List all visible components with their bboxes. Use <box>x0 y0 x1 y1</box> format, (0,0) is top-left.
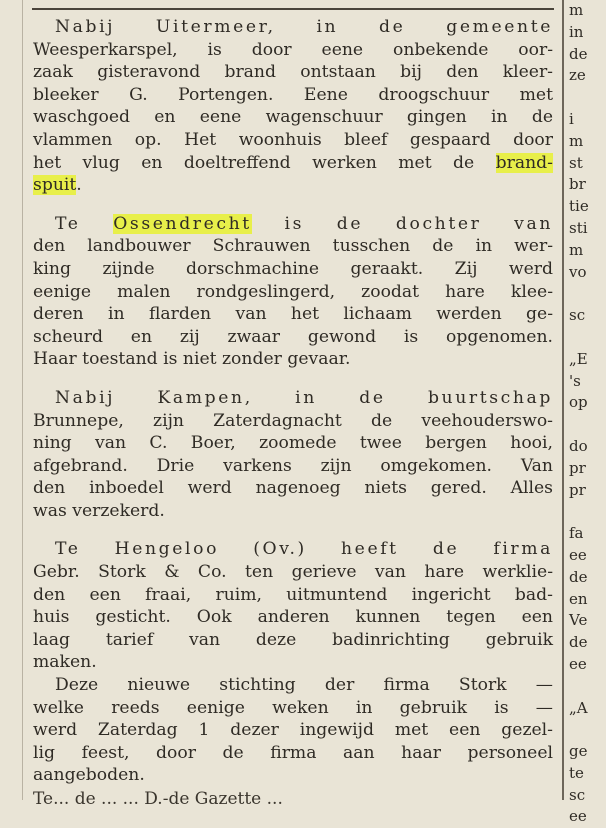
cut-off-line <box>33 786 553 809</box>
line-text: Brunnepe, zijn Zaterdagnacht de veehouderswo- <box>33 410 553 431</box>
fragment-text: pr <box>569 480 586 499</box>
article-line <box>33 326 553 349</box>
fragment-text: st <box>569 153 583 172</box>
line-text: maken. <box>33 652 97 673</box>
fragment-text: „A <box>569 698 588 717</box>
fragment-text: ee <box>569 545 587 564</box>
article-line <box>33 410 553 433</box>
fragment-text: ge <box>569 742 588 761</box>
line-text: was verzekerd. <box>33 500 165 521</box>
line-text: eenige malen rondgeslingerd, zoodat hare klee- <box>33 281 553 302</box>
highlighted-word: Ossendrecht <box>113 213 252 234</box>
fragment-text: en <box>569 589 588 608</box>
article-line <box>33 606 553 629</box>
article-line <box>33 719 553 742</box>
article-line <box>33 84 553 107</box>
line-text: . <box>76 175 82 196</box>
fragment-text: pr <box>569 458 586 477</box>
line-text: waschgoed en eene wagenschuur gingen in de <box>33 107 553 128</box>
highlighted-word: brand- <box>495 152 553 173</box>
article-line <box>33 174 553 197</box>
fragment-text: tie <box>569 197 589 216</box>
fragment-text: ee <box>569 807 587 826</box>
article-4 <box>33 538 553 787</box>
fragment-text: br <box>569 175 586 194</box>
fragment-text: m <box>569 131 584 150</box>
fragment-text: de <box>569 633 588 652</box>
line-text: Nabij Uitermeer, in de gemeente <box>55 17 553 37</box>
fragment-text: Ve <box>569 611 588 630</box>
fragment-text: „E <box>569 349 588 368</box>
article-line <box>33 258 553 281</box>
fragment-text: sti <box>569 218 588 237</box>
fragment-text: 's <box>569 371 581 390</box>
fragment-text: op <box>569 393 588 412</box>
article-line <box>33 303 553 326</box>
cut-off-text: Te... de ... ... D.-de Gazette ... <box>33 789 283 809</box>
line-text: Weesperkarspel, is door eene onbekende oor- <box>33 39 553 60</box>
line-text: bleeker G. Portengen. Eene droogschuur met <box>33 84 553 105</box>
article-line <box>33 674 553 697</box>
article-line <box>33 742 553 765</box>
article-line <box>33 16 553 39</box>
article-1 <box>33 16 553 197</box>
fragment-text <box>569 501 606 523</box>
line-text: lig feest, door de firma aan haar personeel <box>33 742 553 763</box>
line-text: laag tarief van deze badinrichting gebruik <box>33 629 553 650</box>
fragment-text: vo <box>569 262 587 281</box>
line-text: Deze nieuwe stichting der firma Stork — <box>55 675 553 696</box>
fragment-text: ee <box>569 654 587 673</box>
fragment-text <box>569 327 606 349</box>
line-text: werd Zaterdag 1 dezer ingewijd met een gezel- <box>33 720 553 741</box>
article-line <box>33 387 553 410</box>
article-line <box>33 235 553 258</box>
article-line <box>33 152 553 175</box>
line-text: Nabij Kampen, in de buurtschap <box>55 387 553 408</box>
line-text: Haar toestand is niet zonder gevaar. <box>33 349 351 370</box>
article-line <box>33 697 553 720</box>
line-text: is de dochter van <box>251 213 553 234</box>
fragment-text: de <box>569 567 588 586</box>
fragment-text: in <box>569 22 584 41</box>
line-text: deren in flarden van het lichaam werden ge- <box>33 304 553 325</box>
fragment-text <box>569 283 606 305</box>
article-line <box>33 129 553 152</box>
line-text: Gebr. Stork & Co. ten gerieve van hare werklie- <box>33 562 553 583</box>
fragment-text: ze <box>569 66 586 85</box>
adjacent-column-fragment <box>569 0 606 826</box>
article-line <box>33 629 553 652</box>
article-line <box>33 281 553 304</box>
fragment-text: de <box>569 44 588 63</box>
article-3 <box>33 387 553 523</box>
article-line <box>33 455 553 478</box>
fragment-text <box>569 676 606 698</box>
line-text: het vlug en doeltreffend werken met de <box>33 152 496 173</box>
left-margin <box>0 0 23 800</box>
fragment-text <box>569 414 606 436</box>
line-text: afgebrand. Drie varkens zijn omgekomen. Van <box>33 455 553 476</box>
line-text: aangeboden. <box>33 765 145 786</box>
fragment-text: i <box>569 109 574 128</box>
line-text: Te <box>55 213 114 234</box>
fragment-text: te <box>569 763 584 782</box>
article-line <box>33 39 553 62</box>
line-text: ning van C. Boer, zoomede twee bergen hooi, <box>33 433 553 454</box>
line-text: scheurd en zij zwaar gewond is opgenomen. <box>33 326 553 347</box>
column-divider <box>562 0 564 800</box>
article-line <box>33 584 553 607</box>
line-text: den een fraai, ruim, uitmuntend ingericht bad- <box>33 584 553 605</box>
fragment-text: m <box>569 1 584 19</box>
article-line <box>33 651 553 674</box>
article-line <box>33 106 553 129</box>
top-rule <box>32 8 554 10</box>
article-line <box>33 764 553 787</box>
fragment-text: sc <box>569 306 586 325</box>
line-text: welke reeds eenige weken in gebruik is — <box>33 697 553 718</box>
article-line <box>33 213 553 236</box>
fragment-text: m <box>569 240 584 259</box>
article-line <box>33 561 553 584</box>
fragment-text: sc <box>569 785 586 804</box>
article-line <box>33 432 553 455</box>
fragment-text: do <box>569 436 588 455</box>
article-line <box>33 538 553 561</box>
fragment-text <box>569 87 606 109</box>
line-text: Te Hengeloo (Ov.) heeft de firma <box>55 539 553 560</box>
article-line <box>33 500 553 523</box>
line-text: den inboedel werd nagenoeg niets gered. Alles <box>33 478 553 499</box>
article-line <box>33 61 553 84</box>
line-text: den landbouwer Schrauwen tusschen de in wer- <box>33 236 553 257</box>
article-line <box>33 348 553 371</box>
article-line <box>33 477 553 500</box>
line-text: vlammen op. Het woonhuis bleef gespaard door <box>33 129 553 150</box>
article-2 <box>33 213 553 371</box>
news-column <box>33 16 553 787</box>
fragment-text <box>569 719 606 741</box>
line-text: huis gesticht. Ook anderen kunnen tegen een <box>33 607 553 628</box>
line-text: zaak gisteravond brand ontstaan bij den kleer- <box>33 62 553 83</box>
line-text: king zijnde dorschmachine geraakt. Zij werd <box>33 258 553 279</box>
fragment-text: fa <box>569 524 584 543</box>
highlighted-word: spuit <box>33 175 77 196</box>
